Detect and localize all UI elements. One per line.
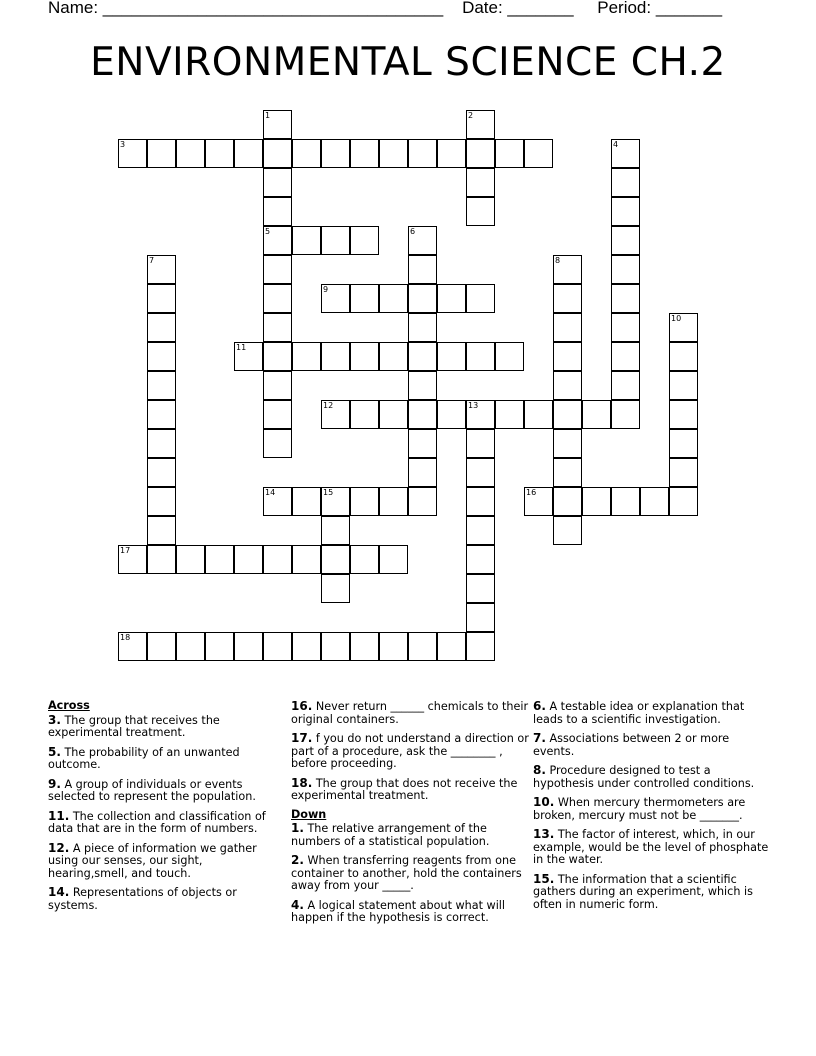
grid-cell[interactable]	[292, 226, 321, 255]
grid-cell[interactable]	[234, 632, 263, 661]
clue-item	[48, 810, 280, 836]
grid-cell[interactable]	[466, 487, 495, 516]
clue-number-label: 15	[323, 488, 334, 497]
grid-cell[interactable]	[205, 545, 234, 574]
grid-cell[interactable]	[466, 400, 495, 429]
clue-number-label: 11	[236, 343, 247, 352]
grid-cell[interactable]	[408, 342, 437, 371]
clue-text: When mercury thermometers are broken, mercury must not be _______.	[533, 796, 746, 822]
clue-number-label: 3	[120, 140, 126, 149]
grid-cell[interactable]	[669, 313, 698, 342]
grid-cell[interactable]	[408, 632, 437, 661]
clues-column-3	[533, 700, 773, 917]
clue-number: 6.	[533, 699, 546, 713]
grid-cell[interactable]	[263, 400, 292, 429]
grid-cell[interactable]	[437, 342, 466, 371]
grid-cell[interactable]	[466, 284, 495, 313]
grid-cell[interactable]	[292, 632, 321, 661]
grid-cell[interactable]	[495, 139, 524, 168]
grid-cell[interactable]	[437, 139, 466, 168]
clue-item	[533, 732, 773, 758]
clue-text: Procedure designed to test a hypothesis under controlled conditions.	[533, 764, 755, 790]
clue-text: The relative arrangement of the numbers of a statistical population.	[291, 822, 490, 848]
down-clue-list-continued	[533, 700, 773, 911]
grid-cell[interactable]	[205, 139, 234, 168]
grid-cell[interactable]	[205, 632, 234, 661]
grid-cell[interactable]	[263, 313, 292, 342]
clue-number-label: 7	[149, 256, 155, 265]
clue-number: 9.	[48, 776, 61, 791]
grid-cell[interactable]	[466, 139, 495, 168]
grid-cell[interactable]	[640, 487, 669, 516]
clue-number: 18.	[291, 775, 313, 790]
grid-cell[interactable]	[582, 400, 611, 429]
grid-cell[interactable]	[379, 545, 408, 574]
grid-cell[interactable]	[408, 371, 437, 400]
clue-item	[291, 854, 531, 893]
clue-item	[48, 886, 280, 912]
grid-cell[interactable]	[611, 284, 640, 313]
grid-cell[interactable]	[669, 400, 698, 429]
clue-number-label: 1	[265, 111, 271, 120]
grid-cell[interactable]	[147, 139, 176, 168]
clue-number-label: 6	[410, 227, 416, 236]
clue-item	[533, 873, 773, 912]
grid-cell[interactable]	[263, 255, 292, 284]
grid-cell[interactable]	[321, 226, 350, 255]
grid-cell[interactable]	[466, 458, 495, 487]
grid-cell[interactable]	[408, 400, 437, 429]
clue-item	[291, 777, 531, 803]
clue-text: A piece of information we gather using our senses, our sight, hearing,smell, and touch.	[48, 841, 257, 880]
grid-cell[interactable]	[176, 139, 205, 168]
grid-cell[interactable]	[350, 342, 379, 371]
grid-cell[interactable]	[611, 255, 640, 284]
clue-text: The group that receives the experimental treatment.	[48, 713, 220, 739]
clue-number-label: 4	[613, 140, 619, 149]
grid-cell[interactable]	[611, 168, 640, 197]
clue-item	[48, 842, 280, 881]
clue-text: Never return ______ chemicals to their original containers.	[291, 700, 529, 726]
clue-number-label: 17	[120, 546, 131, 555]
clue-text: When transferring reagents from one container to another, hold the containers away from your _____.	[291, 854, 522, 892]
grid-cell[interactable]	[147, 371, 176, 400]
grid-cell[interactable]	[147, 458, 176, 487]
grid-cell[interactable]	[350, 400, 379, 429]
grid-cell[interactable]	[321, 632, 350, 661]
clue-item	[533, 700, 773, 726]
grid-cell[interactable]	[611, 197, 640, 226]
grid-cell[interactable]	[553, 429, 582, 458]
clue-number-label: 12	[323, 401, 334, 410]
grid-cell[interactable]	[350, 632, 379, 661]
grid-cell[interactable]	[292, 487, 321, 516]
grid-cell[interactable]	[466, 574, 495, 603]
grid-cell[interactable]	[118, 545, 147, 574]
clue-number: 13.	[533, 827, 555, 841]
clue-text: Associations between 2 or more events.	[533, 732, 730, 758]
clue-number-label: 14	[265, 488, 276, 497]
across-clue-list-continued	[291, 700, 531, 803]
grid-cell[interactable]	[466, 545, 495, 574]
grid-cell[interactable]	[321, 284, 350, 313]
grid-cell[interactable]	[611, 139, 640, 168]
grid-cell[interactable]	[611, 313, 640, 342]
clue-number: 16.	[291, 699, 313, 713]
grid-cell[interactable]	[495, 342, 524, 371]
grid-cell[interactable]	[466, 168, 495, 197]
grid-cell[interactable]	[176, 545, 205, 574]
clue-number: 14.	[48, 885, 70, 899]
clue-text: The group that does not receive the experimental treatment.	[291, 776, 518, 802]
grid-cell[interactable]	[553, 400, 582, 429]
grid-cell[interactable]	[147, 429, 176, 458]
grid-cell[interactable]	[147, 632, 176, 661]
grid-cell[interactable]	[466, 342, 495, 371]
grid-cell[interactable]	[379, 632, 408, 661]
clue-text: A logical statement about what will happen if the hypothesis is correct.	[291, 898, 506, 924]
grid-cell[interactable]	[263, 487, 292, 516]
grid-cell[interactable]	[524, 400, 553, 429]
grid-cell[interactable]	[553, 371, 582, 400]
grid-cell[interactable]	[408, 139, 437, 168]
grid-cell[interactable]	[669, 342, 698, 371]
down-clue-list	[291, 822, 531, 925]
clue-number-label: 13	[468, 401, 479, 410]
grid-cell[interactable]	[669, 487, 698, 516]
grid-cell[interactable]	[408, 284, 437, 313]
down-heading: Down	[291, 807, 327, 821]
clue-item	[533, 796, 773, 822]
clues-column-1	[48, 700, 280, 918]
grid-cell[interactable]	[263, 545, 292, 574]
grid-cell[interactable]	[611, 371, 640, 400]
grid-cell[interactable]	[466, 632, 495, 661]
grid-cell[interactable]	[350, 487, 379, 516]
grid-cell[interactable]	[553, 255, 582, 284]
clue-item	[533, 764, 773, 790]
grid-cell[interactable]	[263, 197, 292, 226]
clue-number-label: 5	[265, 227, 271, 236]
grid-cell[interactable]	[408, 429, 437, 458]
grid-cell[interactable]	[611, 400, 640, 429]
grid-cell[interactable]	[437, 284, 466, 313]
grid-cell[interactable]	[408, 255, 437, 284]
grid-cell[interactable]	[408, 458, 437, 487]
grid-cell[interactable]	[611, 226, 640, 255]
clue-text: A testable idea or explanation that leads to a scientific investigation.	[533, 700, 745, 726]
clue-item	[533, 828, 773, 867]
clue-number-label: 2	[468, 111, 474, 120]
clue-text: The probability of an unwanted outcome.	[48, 745, 240, 771]
grid-cell[interactable]	[263, 371, 292, 400]
date-field-label[interactable]: Date: _______	[462, 0, 574, 17]
grid-cell[interactable]	[466, 516, 495, 545]
grid-cell[interactable]	[669, 371, 698, 400]
clue-number: 2.	[291, 853, 304, 867]
clue-item	[291, 700, 531, 726]
grid-cell[interactable]	[176, 632, 205, 661]
clue-number: 7.	[533, 731, 546, 745]
grid-cell[interactable]	[263, 168, 292, 197]
grid-cell[interactable]	[321, 574, 350, 603]
clue-number: 12.	[48, 840, 70, 855]
clue-number-label: 10	[671, 314, 682, 323]
grid-cell[interactable]	[234, 545, 263, 574]
clue-item	[291, 822, 531, 848]
grid-cell[interactable]	[611, 342, 640, 371]
grid-cell[interactable]	[553, 487, 582, 516]
grid-cell[interactable]	[524, 487, 553, 516]
grid-cell[interactable]	[524, 139, 553, 168]
grid-cell[interactable]	[147, 313, 176, 342]
grid-cell[interactable]	[147, 516, 176, 545]
clue-number-label: 8	[555, 256, 561, 265]
clue-item	[291, 732, 531, 771]
clue-text: The information that a scientific gathers during an experiment, which is often in numeric form.	[533, 872, 753, 911]
clue-number: 8.	[533, 763, 546, 777]
grid-cell[interactable]	[350, 545, 379, 574]
grid-cell[interactable]	[147, 342, 176, 371]
clue-number-label: 18	[120, 633, 131, 642]
grid-cell[interactable]	[263, 342, 292, 371]
grid-cell[interactable]	[321, 139, 350, 168]
grid-cell[interactable]	[147, 284, 176, 313]
grid-cell[interactable]	[321, 545, 350, 574]
grid-cell[interactable]	[321, 487, 350, 516]
grid-cell[interactable]	[437, 632, 466, 661]
clue-number: 3.	[48, 712, 61, 727]
grid-cell[interactable]	[495, 400, 524, 429]
grid-cell[interactable]	[669, 458, 698, 487]
grid-cell[interactable]	[379, 487, 408, 516]
clue-number: 17.	[291, 731, 313, 745]
grid-cell[interactable]	[263, 139, 292, 168]
clue-number: 10.	[533, 795, 555, 809]
grid-cell[interactable]	[379, 400, 408, 429]
grid-cell[interactable]	[466, 110, 495, 139]
page-title: ENVIRONMENTAL SCIENCE CH.2	[90, 40, 726, 85]
grid-cell[interactable]	[263, 226, 292, 255]
grid-cell[interactable]	[553, 284, 582, 313]
clues-column-2	[291, 700, 531, 931]
clue-text: The collection and classification of data that are in the form of numbers.	[48, 809, 266, 835]
grid-cell[interactable]	[321, 342, 350, 371]
grid-cell[interactable]	[118, 139, 147, 168]
grid-cell[interactable]	[669, 429, 698, 458]
grid-cell[interactable]	[147, 255, 176, 284]
grid-cell[interactable]	[379, 284, 408, 313]
grid-cell[interactable]	[147, 487, 176, 516]
grid-cell[interactable]	[350, 284, 379, 313]
grid-cell[interactable]	[263, 110, 292, 139]
clue-item	[48, 714, 280, 740]
grid-cell[interactable]	[263, 632, 292, 661]
clue-number: 1.	[291, 821, 304, 835]
grid-cell[interactable]	[466, 429, 495, 458]
grid-cell[interactable]	[408, 487, 437, 516]
name-field-label[interactable]: Name: ____________________________________	[48, 0, 444, 17]
grid-cell[interactable]	[466, 197, 495, 226]
grid-cell[interactable]	[611, 487, 640, 516]
grid-cell[interactable]	[292, 545, 321, 574]
grid-cell[interactable]	[553, 342, 582, 371]
grid-cell[interactable]	[263, 284, 292, 313]
grid-cell[interactable]	[437, 400, 466, 429]
clue-number: 5.	[48, 744, 61, 759]
grid-cell[interactable]	[553, 313, 582, 342]
clue-item	[291, 899, 531, 925]
grid-cell[interactable]	[350, 226, 379, 255]
clue-item	[48, 778, 280, 804]
grid-cell[interactable]	[582, 487, 611, 516]
clue-number-label: 9	[323, 285, 329, 294]
clue-number: 15.	[533, 871, 555, 886]
grid-cell[interactable]	[234, 342, 263, 371]
grid-cell[interactable]	[379, 139, 408, 168]
across-clue-list	[48, 714, 280, 913]
grid-cell[interactable]	[321, 516, 350, 545]
grid-cell[interactable]	[350, 139, 379, 168]
grid-cell[interactable]	[408, 226, 437, 255]
grid-cell[interactable]	[147, 400, 176, 429]
clue-text: The factor of interest, which, in our example, would be the level of phosphate in the water.	[533, 828, 769, 866]
clue-number-label: 16	[526, 488, 537, 497]
grid-cell[interactable]	[234, 139, 263, 168]
grid-cell[interactable]	[466, 603, 495, 632]
grid-cell[interactable]	[147, 545, 176, 574]
grid-cell[interactable]	[553, 458, 582, 487]
grid-cell[interactable]	[379, 342, 408, 371]
clue-number: 4.	[291, 897, 304, 912]
grid-cell[interactable]	[263, 429, 292, 458]
grid-cell[interactable]	[292, 342, 321, 371]
clue-item	[48, 746, 280, 772]
clue-number: 11.	[48, 808, 70, 823]
period-field-label[interactable]: Period: _______	[597, 0, 723, 17]
clue-text: Representations of objects or systems.	[48, 886, 237, 912]
clue-text: f you do not understand a direction or part of a procedure, ask the ________ , before proceeding.	[291, 732, 529, 770]
grid-cell[interactable]	[292, 139, 321, 168]
clue-text: A group of individuals or events selected to represent the population.	[48, 777, 256, 803]
across-heading: Across	[48, 699, 90, 712]
grid-cell[interactable]	[408, 313, 437, 342]
grid-cell[interactable]	[553, 516, 582, 545]
grid-cell[interactable]	[321, 400, 350, 429]
grid-cell[interactable]	[118, 632, 147, 661]
